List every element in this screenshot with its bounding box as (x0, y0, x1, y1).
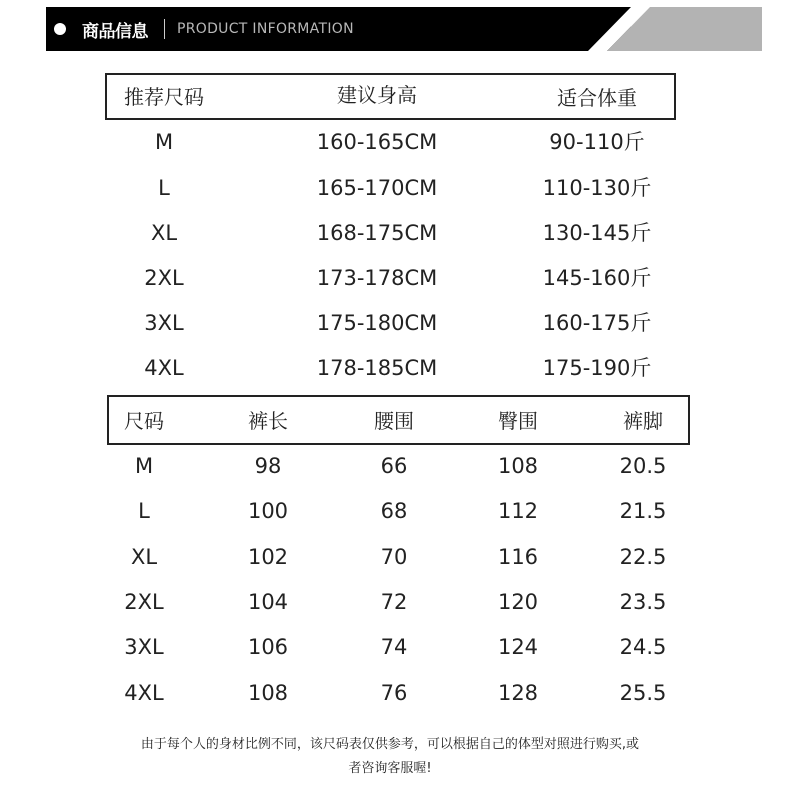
table-cell: 25.5 (619, 681, 667, 705)
header-cell: 建议身高 (337, 83, 417, 107)
table-cell: 20.5 (619, 454, 667, 478)
table-cell: XL (130, 545, 158, 569)
header-cell: 尺码 (124, 409, 164, 433)
table-cell: 116 (497, 545, 539, 569)
table-cell: 70 (380, 545, 408, 569)
table-cell: L (138, 499, 150, 523)
table-cell: 124 (497, 635, 539, 659)
table-cell: 2XL (144, 266, 184, 290)
table-cell: 178-185CM (316, 356, 438, 380)
table-cell: 3XL (124, 635, 164, 659)
table-cell: 120 (497, 590, 539, 614)
section-subtitle: PRODUCT INFORMATION (177, 21, 354, 37)
header-cell: 适合体重 (557, 86, 637, 110)
table-cell: 22.5 (619, 545, 667, 569)
table-cell: 23.5 (619, 590, 667, 614)
header-banner (46, 7, 762, 51)
table-cell: 2XL (124, 590, 164, 614)
table-cell: 175-180CM (316, 311, 438, 335)
table-cell: 3XL (144, 311, 184, 335)
table-cell: 68 (380, 499, 408, 523)
section-title: 商品信息 (82, 22, 148, 42)
header-cell: 臀围 (498, 409, 538, 433)
table-cell: 4XL (144, 356, 184, 380)
table-cell: 175-190斤 (542, 356, 652, 380)
table-cell: 76 (380, 681, 408, 705)
table-cell: 98 (254, 454, 282, 478)
header-cell: 腰围 (374, 409, 414, 433)
table-cell: XL (150, 221, 178, 245)
table-cell: 104 (247, 590, 289, 614)
table-cell: 110-130斤 (542, 176, 652, 200)
table-cell: 160-175斤 (542, 311, 652, 335)
disclaimer-line-1: 由于每个人的身材比例不同，该尺码表仅供参考，可以根据自己的体型对照进行购买,或 (140, 737, 640, 752)
table-cell: 72 (380, 590, 408, 614)
table-cell: 90-110斤 (549, 130, 645, 154)
table-cell: 108 (497, 454, 539, 478)
table-cell: 145-160斤 (542, 266, 652, 290)
table-cell: 102 (247, 545, 289, 569)
table-cell: 130-145斤 (542, 221, 652, 245)
table-cell: 160-165CM (316, 130, 438, 154)
banner-stripe-decoration (46, 7, 762, 51)
table-cell: 165-170CM (316, 176, 438, 200)
header-cell: 裤脚 (623, 409, 663, 433)
table-cell: L (158, 176, 170, 200)
title-divider (164, 19, 165, 39)
table-cell: 66 (380, 454, 408, 478)
table-cell: 112 (497, 499, 539, 523)
table-cell: 74 (380, 635, 408, 659)
table-cell: 24.5 (619, 635, 667, 659)
table-cell: 108 (247, 681, 289, 705)
header-cell: 推荐尺码 (124, 85, 204, 109)
table-cell: 100 (247, 499, 289, 523)
table-cell: 4XL (124, 681, 164, 705)
table-cell: 168-175CM (316, 221, 438, 245)
table-cell: M (134, 454, 154, 478)
table-cell: M (154, 130, 174, 154)
table-cell: 173-178CM (316, 266, 438, 290)
header-cell: 裤长 (248, 409, 288, 433)
table-cell: 128 (497, 681, 539, 705)
disclaimer-line-2: 者咨询客服喔! (348, 761, 432, 776)
bullet-dot-icon (54, 23, 66, 35)
table-cell: 106 (247, 635, 289, 659)
table-cell: 21.5 (619, 499, 667, 523)
